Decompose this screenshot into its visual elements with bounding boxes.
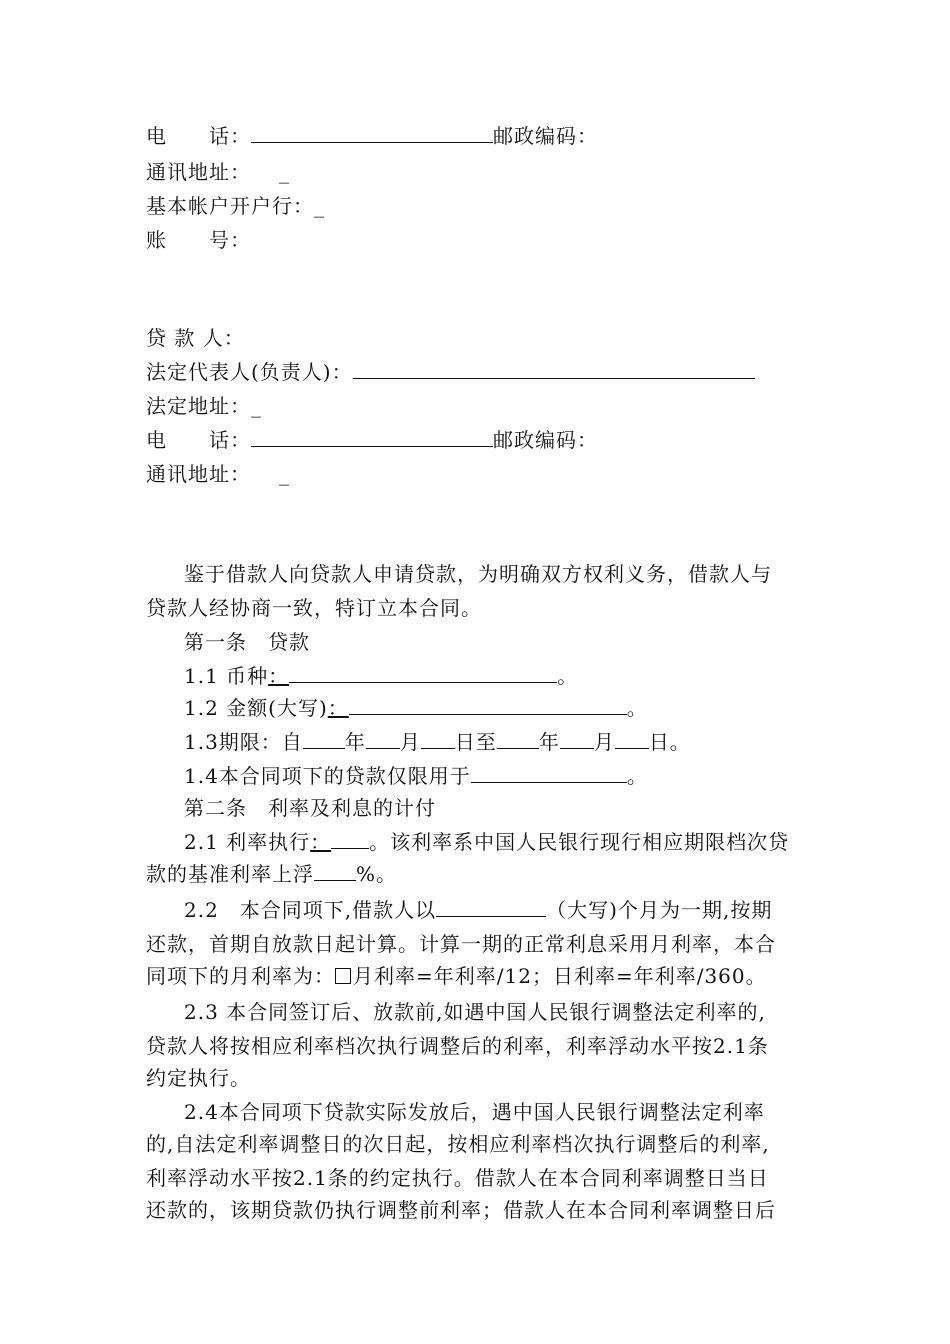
rate-text: 。该利率系中国人民银行现行相应期限档次贷 bbox=[369, 830, 790, 854]
clause-1-4 bbox=[184, 764, 648, 788]
start-year-blank[interactable] bbox=[303, 730, 345, 749]
year-label: 年 bbox=[538, 730, 560, 754]
period-blank[interactable] bbox=[436, 898, 546, 917]
clause-2-4-line-3 bbox=[146, 1166, 769, 1190]
rep-label: 法定代表人(负责人)： bbox=[146, 360, 353, 384]
clause-2-3-line-2 bbox=[146, 1034, 769, 1058]
clause-2-3-text-2: 贷款人将按相应利率档次执行调整后的利率，利率浮动水平按2.1条 bbox=[146, 1034, 769, 1058]
end-month-blank[interactable] bbox=[560, 730, 594, 749]
monthly-rate-label: 同项下的月利率为： bbox=[146, 964, 335, 988]
rate-label: 2.1 利率执行 bbox=[184, 830, 311, 854]
clause-2-3-text-1: 2.3 本合同签订后、放款前,如遇中国人民银行调整法定利率的, bbox=[184, 1000, 766, 1024]
clause-1-3 bbox=[184, 730, 691, 754]
clause-2-4-text-3: 利率浮动水平按2.1条的约定执行。借款人在本合同利率调整日当日 bbox=[146, 1166, 769, 1190]
bank-label: 基本帐户开户行： bbox=[146, 194, 314, 218]
rate-blank[interactable] bbox=[331, 830, 369, 849]
lender-address-line bbox=[146, 462, 290, 486]
preamble-text-1: 鉴于借款人向贷款人申请贷款，为明确双方权利义务，借款人与 bbox=[184, 562, 772, 586]
clause-2-4-text-4: 还款的，该期贷款仍执行调整前利率；借款人在本合同利率调整日后 bbox=[146, 1198, 776, 1222]
rep-blank[interactable] bbox=[353, 360, 755, 379]
clause-2-1-line-1 bbox=[184, 830, 789, 854]
account-label-a: 账 bbox=[146, 228, 167, 252]
bank-value: _ bbox=[314, 194, 325, 218]
currency-label: 1.1 币种 bbox=[184, 664, 269, 688]
clause-2-4-text-2: 的,自法定利率调整日的次日起，按相应利率档次执行调整后的利率, bbox=[146, 1132, 770, 1156]
lender-legal-address-line bbox=[146, 394, 262, 418]
end-day-blank[interactable] bbox=[615, 730, 649, 749]
address-label: 通讯地址： bbox=[146, 462, 251, 486]
preamble-text-2: 贷款人经协商一致，特订立本合同。 bbox=[146, 596, 482, 620]
borrower-address-line bbox=[146, 160, 290, 184]
clause-2-4-text-1: 2.4本合同项下贷款实际发放后，遇中国人民银行调整法定利率 bbox=[184, 1100, 765, 1124]
clause-2-4-line-1 bbox=[184, 1100, 765, 1124]
clause-2-4-line-4 bbox=[146, 1198, 776, 1222]
postcode-label: 邮政编码： bbox=[493, 428, 598, 452]
clause-2-3-text-3: 约定执行。 bbox=[146, 1066, 251, 1090]
borrower-phone-line bbox=[146, 124, 598, 148]
clause-1-1 bbox=[184, 664, 578, 688]
phone-label-b: 话： bbox=[209, 124, 251, 148]
clause-2-2-line-2 bbox=[146, 932, 776, 956]
currency-blank[interactable] bbox=[289, 664, 557, 683]
rate-colon: ： bbox=[310, 830, 332, 854]
month-label: 月 bbox=[593, 730, 615, 754]
clause-end: 。 bbox=[626, 764, 648, 788]
phone-label-a: 电 bbox=[146, 428, 167, 452]
period-text: 2.2 本合同项下,借款人以 bbox=[184, 898, 437, 922]
preamble-line-2 bbox=[146, 596, 482, 620]
period-text-b: （大写)个月为一期,按期 bbox=[546, 898, 773, 922]
amount-label: 1.2 金额(大写) bbox=[184, 696, 328, 720]
start-month-blank[interactable] bbox=[366, 730, 400, 749]
term-label: 1.3期限：自 bbox=[184, 730, 303, 754]
phone-blank[interactable] bbox=[251, 124, 493, 143]
legal-address-label: 法定地址： bbox=[146, 394, 251, 418]
amount-colon: ： bbox=[327, 696, 349, 720]
day-label: 日。 bbox=[648, 730, 691, 754]
clause-2-4-line-2 bbox=[146, 1132, 770, 1156]
address-value: _ bbox=[279, 462, 290, 486]
lender-title: 贷 款 人： bbox=[146, 326, 245, 350]
clause-2-2-line-1 bbox=[184, 898, 772, 922]
clause-end: 。 bbox=[557, 664, 579, 688]
monthly-rate-formula: 月利率=年利率/12；日利率=年利率/360。 bbox=[353, 964, 767, 988]
checkbox[interactable] bbox=[335, 968, 351, 984]
purpose-blank[interactable] bbox=[471, 764, 627, 783]
address-label: 通讯地址： bbox=[146, 160, 251, 184]
phone-label-b: 话： bbox=[209, 428, 251, 452]
address-value: _ bbox=[279, 160, 290, 184]
clause-end: 。 bbox=[626, 696, 648, 720]
month-label: 月 bbox=[399, 730, 421, 754]
clause-2-3-line-1 bbox=[184, 1000, 766, 1024]
clause-2-3-line-3 bbox=[146, 1066, 251, 1090]
clause-1-2 bbox=[184, 696, 648, 720]
lender-phone-line bbox=[146, 428, 598, 452]
clause-2-2-text-2: 还款，首期自放款日起计算。计算一期的正常利息采用月利率，本合 bbox=[146, 932, 776, 956]
lender-rep-line bbox=[146, 360, 755, 384]
amount-blank[interactable] bbox=[349, 696, 627, 715]
start-day-blank[interactable] bbox=[421, 730, 455, 749]
purpose-label: 1.4本合同项下的贷款仅限用于 bbox=[184, 764, 471, 788]
article-1-title-text: 第一条 贷款 bbox=[184, 630, 310, 654]
postcode-label: 邮政编码： bbox=[493, 124, 598, 148]
lender-title-line bbox=[146, 326, 245, 350]
rate-float-text: 款的基准利率上浮 bbox=[146, 862, 314, 886]
article-2-title-text: 第二条 利率及利息的计付 bbox=[184, 796, 436, 820]
account-label-b: 号： bbox=[209, 228, 251, 252]
currency-colon: ： bbox=[268, 664, 290, 688]
clause-2-2-line-3 bbox=[146, 964, 767, 988]
end-year-blank[interactable] bbox=[497, 730, 539, 749]
year-label: 年 bbox=[344, 730, 366, 754]
percent-label: %。 bbox=[356, 862, 398, 886]
legal-address-value: _ bbox=[251, 394, 262, 418]
rate-float-blank[interactable] bbox=[314, 862, 356, 881]
preamble-line-1 bbox=[184, 562, 772, 586]
article-1-title bbox=[184, 630, 310, 654]
borrower-account-line bbox=[146, 228, 251, 252]
phone-label-a: 电 bbox=[146, 124, 167, 148]
article-2-title bbox=[184, 796, 436, 820]
borrower-bank-line bbox=[146, 194, 325, 218]
clause-2-1-line-2 bbox=[146, 862, 397, 886]
phone-blank[interactable] bbox=[251, 428, 493, 447]
day-to-label: 日至 bbox=[454, 730, 497, 754]
